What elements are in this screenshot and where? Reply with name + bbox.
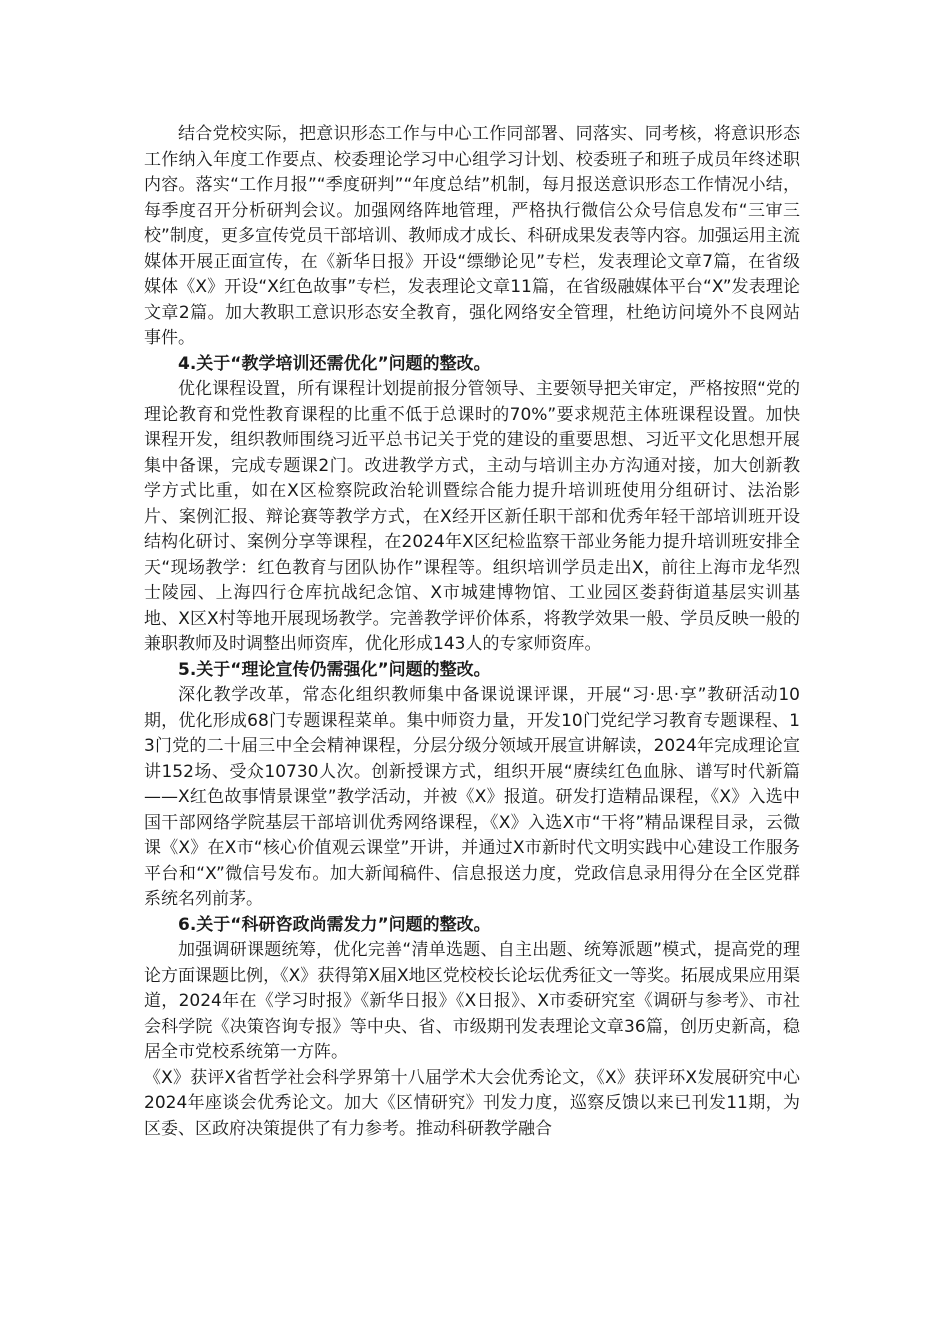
section-heading: 5.关于“理论宣传仍需强化”问题的整改。 bbox=[178, 659, 491, 680]
section-heading: 6.关于“科研咨政尚需发力”问题的整改。 bbox=[178, 914, 491, 935]
body-paragraph-continued: 《X》获评X省哲学社会科学界第十八届学术大会优秀论文，《X》获评环X发展研究中心2024年座谈会优秀论文。加大《区情研究》刊发力度，巡察反馈以来已刊发11期，为区委、区政府决策提供了有力参考。推动科研教学融合 bbox=[144, 1067, 800, 1139]
body-paragraph: 深化教学改革，常态化组织教师集中备课说课评课，开展“习·思·享”教研活动10期，优化形成68门专题课程菜单。集中师资力量，开发10门党纪学习教育专题课程、13门党的二十届三中全会精神课程，分层分级分领域开展宣讲解读，2024年完成理论宣讲152场、受众10730人次。创新授课方式，组织开展“赓续红色血脉、谱写时代新篇——X红色故事情景课堂”教学活动，并被《X》报道。研发打造精品课程，《X》入选中国干部网络学院基层干部培训优秀网络课程，《X》入选X市“干将”精品课程目录，云微课《X》在X市“核心价值观云课堂”开讲，并通过X市新时代文明实践中心建设工作服务平台和“X”微信号发布。加大新闻稿件、信息报送力度，党政信息录用得分在全区党群系统名列前茅。 bbox=[144, 685, 800, 909]
body-paragraph: 结合党校实际，把意识形态工作与中心工作同部署、同落实、同考核，将意识形态工作纳入年度工作要点、校委理论学习中心组学习计划、校委班子和班子成员年终述职内容。落实“工作月报”“季度研判”“年度总结”机制，每月报送意识形态工作情况小结，每季度召开分析研判会议。加强网络阵地管理，严格执行微信公众号信息发布“三审三校”制度，更多宣传党员干部培训、教师成才成长、科研成果发表等内容。加强运用主流媒体开展正面宣传，在《新华日报》开设“缥缈论见”专栏，发表理论文章7篇，在省级媒体《X》开设“X红色故事”专栏，发表理论文章11篇，在省级融媒体平台“X”发表理论文章2篇。加大教职工意识形态安全教育，强化网络安全管理，杜绝访问境外不良网站事件。 bbox=[144, 124, 800, 348]
body-paragraph: 优化课程设置，所有课程计划提前报分管领导、主要领导把关审定，严格按照“党的理论教育和党性教育课程的比重不低于总课时的70%”要求规范主体班课程设置。加快课程开发，组织教师围绕习近平总书记关于党的建设的重要思想、习近平文化思想开展集中备课，完成专题课2门。改进教学方式，主动与培训主办方沟通对接，加大创新教学方式比重，如在X区检察院政治轮训暨综合能力提升培训班使用分组研讨、法治影片、案例汇报、辩论赛等教学方式，在X经开区新任职干部和优秀年轻干部培训班开设结构化研讨、案例分享等课程，在2024年X区纪检监察干部业务能力提升培训班安排全天“现场教学：红色教育与团队协作”课程等。组织培训学员走出X，前往上海市龙华烈士陵园、上海四行仓库抗战纪念馆、X市城建博物馆、工业园区娄葑街道基层实训基地、X区X村等地开展现场教学。完善教学评价体系，将教学效果一般、学员反映一般的兼职教师及时调整出师资库，优化形成143人的专家师资库。 bbox=[144, 379, 800, 654]
document-page bbox=[144, 122, 800, 1142]
section-heading: 4.关于“教学培训还需优化”问题的整改。 bbox=[178, 353, 491, 374]
body-paragraph: 加强调研课题统筹，优化完善“清单选题、自主出题、统筹派题”模式，提高党的理论方面课题比例，《X》获得第X届X地区党校校长论坛优秀征文一等奖。拓展成果应用渠道，2024年在《学习时报》《新华日报》《X日报》、X市委研究室《调研与参考》、市社会科学院《决策咨询专报》等中央、省、市级期刊发表理论文章36篇，创历史新高，稳居全市党校系统第一方阵。 bbox=[144, 940, 800, 1062]
